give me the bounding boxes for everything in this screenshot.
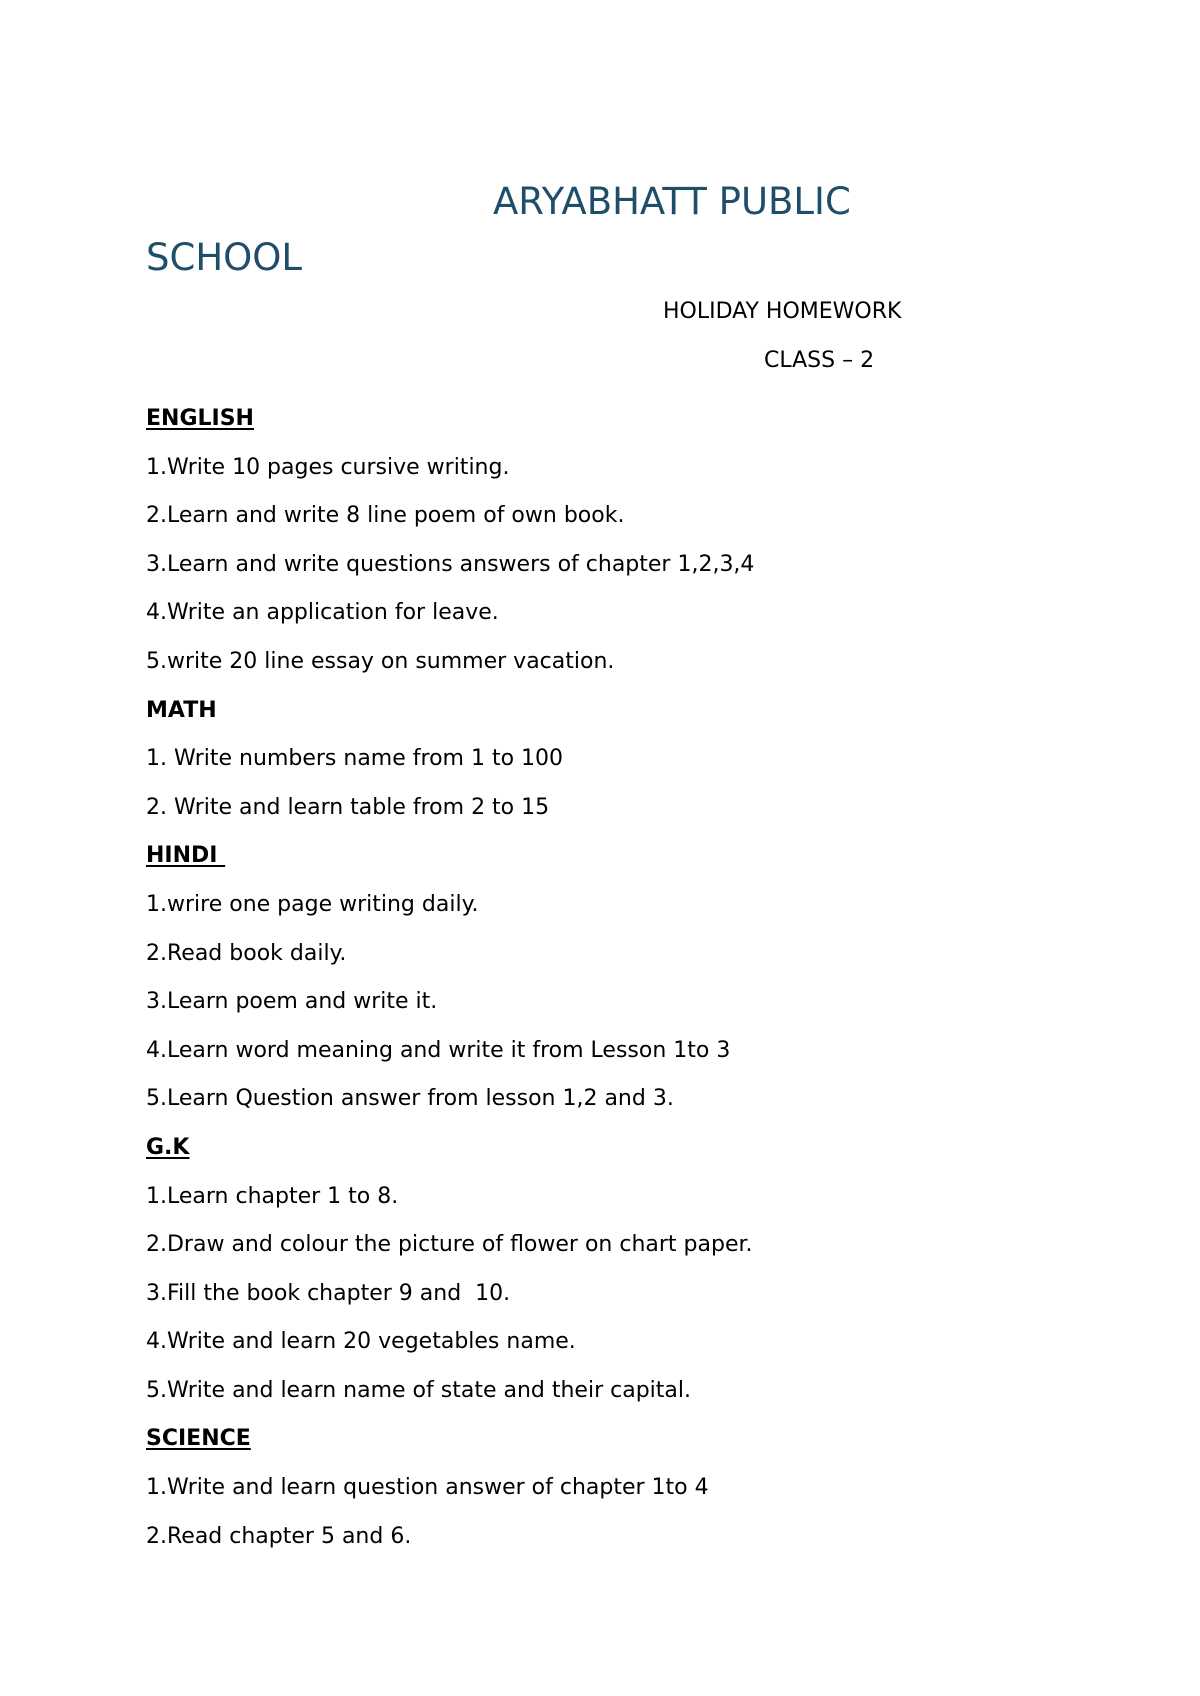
- section-heading-math: MATH: [146, 697, 217, 723]
- section-heading-science: SCIENCE: [146, 1426, 251, 1452]
- homework-content: [146, 395, 1126, 1561]
- list-item: 1.Write and learn question answer of chapter 1to 4: [146, 1475, 709, 1501]
- list-item: 2.Read chapter 5 and 6.: [146, 1523, 412, 1549]
- list-item: 3.Learn and write questions answers of chapter 1,2,3,4: [146, 551, 755, 577]
- class-label: CLASS – 2: [764, 348, 875, 373]
- list-item: 4.Learn word meaning and write it from Lesson 1to 3: [146, 1037, 731, 1063]
- list-item: 1.Learn chapter 1 to 8.: [146, 1183, 399, 1209]
- section-heading-hindi: HINDI: [146, 843, 226, 869]
- list-item: 5.Learn Question answer from lesson 1,2 and 3.: [146, 1086, 674, 1112]
- homework-subtitle: HOLIDAY HOMEWORK: [663, 299, 902, 324]
- list-item: 4.Write and learn 20 vegetables name.: [146, 1329, 576, 1355]
- list-item: 1.wrire one page writing daily.: [146, 891, 479, 917]
- list-item: 4.Write an application for leave.: [146, 600, 499, 626]
- list-item: 5.write 20 line essay on summer vacation.: [146, 648, 615, 674]
- list-item: 2.Draw and colour the picture of flower on chart paper.: [146, 1232, 753, 1258]
- section-heading-english: ENGLISH: [146, 406, 254, 431]
- list-item: 3.Fill the book chapter 9 and 10.: [146, 1280, 511, 1306]
- list-item: 1.Write 10 pages cursive writing.: [146, 454, 510, 480]
- list-item: 3.Learn poem and write it.: [146, 989, 438, 1015]
- list-item: 5.Write and learn name of state and their capital.: [146, 1377, 691, 1403]
- list-item: 2. Write and learn table from 2 to 15: [146, 794, 550, 820]
- school-name-line1: ARYABHATT PUBLIC: [493, 180, 851, 223]
- list-item: 2.Read book daily.: [146, 940, 347, 966]
- list-item: 2.Learn and write 8 line poem of own book.: [146, 503, 625, 529]
- section-heading-gk: G.K: [146, 1134, 190, 1160]
- school-name-line2: SCHOOL: [146, 236, 303, 279]
- list-item: 1. Write numbers name from 1 to 100: [146, 746, 564, 772]
